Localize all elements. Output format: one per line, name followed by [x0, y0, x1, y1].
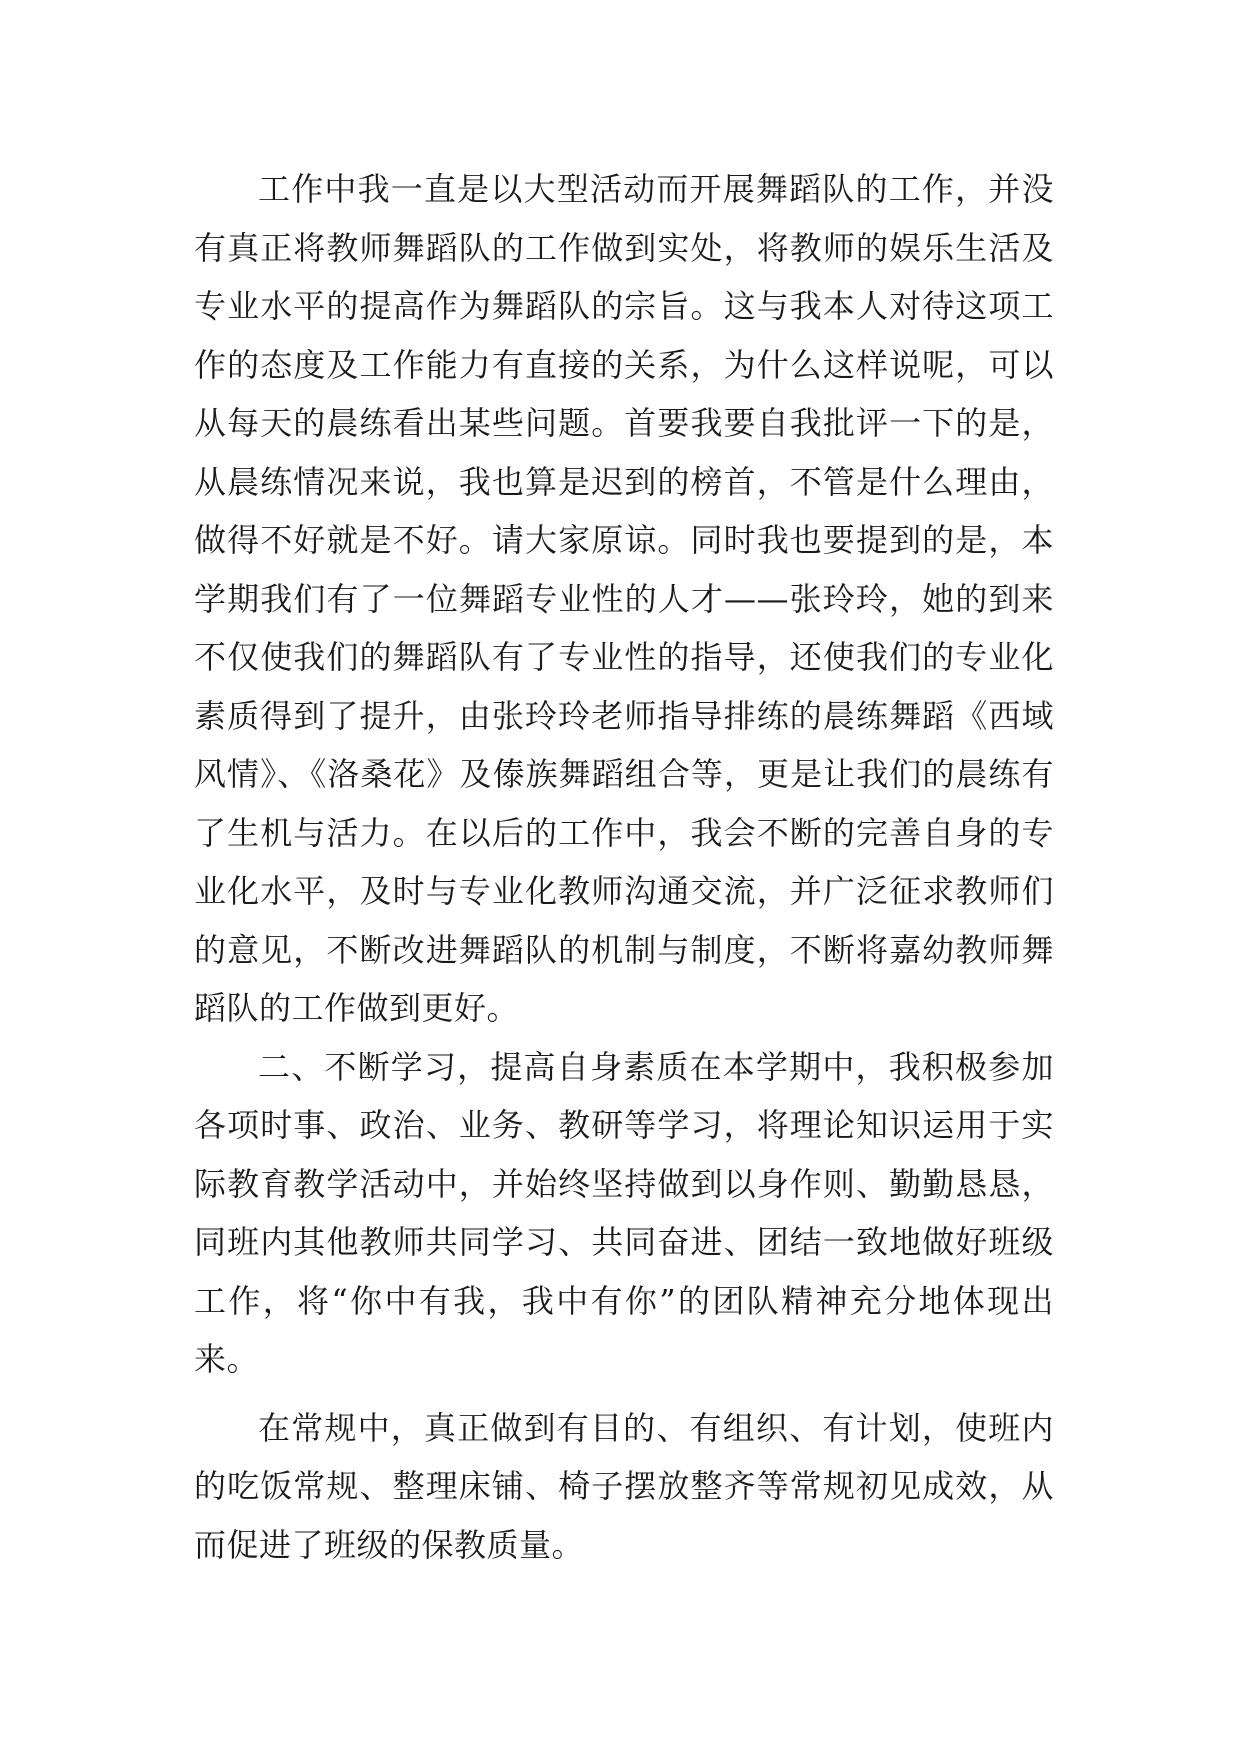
text-line: 蹈队的工作做到更好。 — [194, 989, 520, 1027]
text-line: 业化水平，及时与专业化教师沟通交流，并广泛征求教师们 — [194, 872, 1054, 910]
text-line: 了生机与活力。在以后的工作中，我会不断的完善自身的专 — [194, 813, 1054, 852]
text-line: 际教育教学活动中，并始终坚持做到以身作则、勤勤恳恳， — [194, 1164, 1054, 1203]
paragraph-routine — [194, 1399, 1054, 1575]
paragraph-self-study — [194, 1038, 1054, 1389]
text-line: 作的态度及工作能力有直接的关系，为什么这样说呢，可以 — [194, 345, 1054, 384]
text-line: 从晨练情况来说，我也算是迟到的榜首，不管是什么理由， — [194, 462, 1054, 501]
text-line: 同班内其他教师共同学习、共同奋进、团结一致地做好班级 — [194, 1223, 1054, 1261]
text-line: 在常规中，真正做到有目的、有组织、有计划，使班内 — [258, 1408, 1054, 1447]
text-line: 工作，将“你中有我，我中有你”的团队精神充分地体现出 — [194, 1281, 1054, 1320]
document-body — [194, 160, 1054, 1574]
text-line: 各项时事、政治、业务、教研等学习，将理论知识运用于实 — [194, 1106, 1054, 1144]
text-line: 而促进了班级的保教质量。 — [194, 1525, 585, 1564]
text-line: 来。 — [194, 1340, 260, 1378]
text-line: 风情》、《洛桑花》及傣族舞蹈组合等，更是让我们的晨练有 — [194, 755, 1054, 793]
text-line: 有真正将教师舞蹈队的工作做到实处，将教师的娱乐生活及 — [194, 228, 1054, 267]
text-line: 不仅使我们的舞蹈队有了专业性的指导，还使我们的专业化 — [194, 638, 1054, 676]
text-line: 素质得到了提升，由张玲玲老师指导排练的晨练舞蹈《西域 — [194, 696, 1054, 735]
paragraph-spacer — [194, 1389, 1054, 1399]
text-line: 的吃饭常规、整理床铺、椅子摆放整齐等常规初见成效，从 — [194, 1467, 1054, 1505]
text-line: 工作中我一直是以大型活动而开展舞蹈队的工作，并没 — [258, 170, 1054, 208]
text-line: 从每天的晨练看出某些问题。首要我要自我批评一下的是， — [194, 404, 1054, 442]
text-line: 学期我们有了一位舞蹈专业性的人才——张玲玲，她的到来 — [194, 579, 1054, 618]
paragraph-dance-team — [194, 160, 1054, 1038]
text-line: 专业水平的提高作为舞蹈队的宗旨。这与我本人对待这项工 — [194, 287, 1054, 325]
text-line: 做得不好就是不好。请大家原谅。同时我也要提到的是，本 — [194, 521, 1054, 559]
text-line: 的意见，不断改进舞蹈队的机制与制度，不断将嘉幼教师舞 — [194, 930, 1054, 969]
text-line: 二、不断学习，提高自身素质在本学期中，我积极参加 — [258, 1047, 1054, 1086]
